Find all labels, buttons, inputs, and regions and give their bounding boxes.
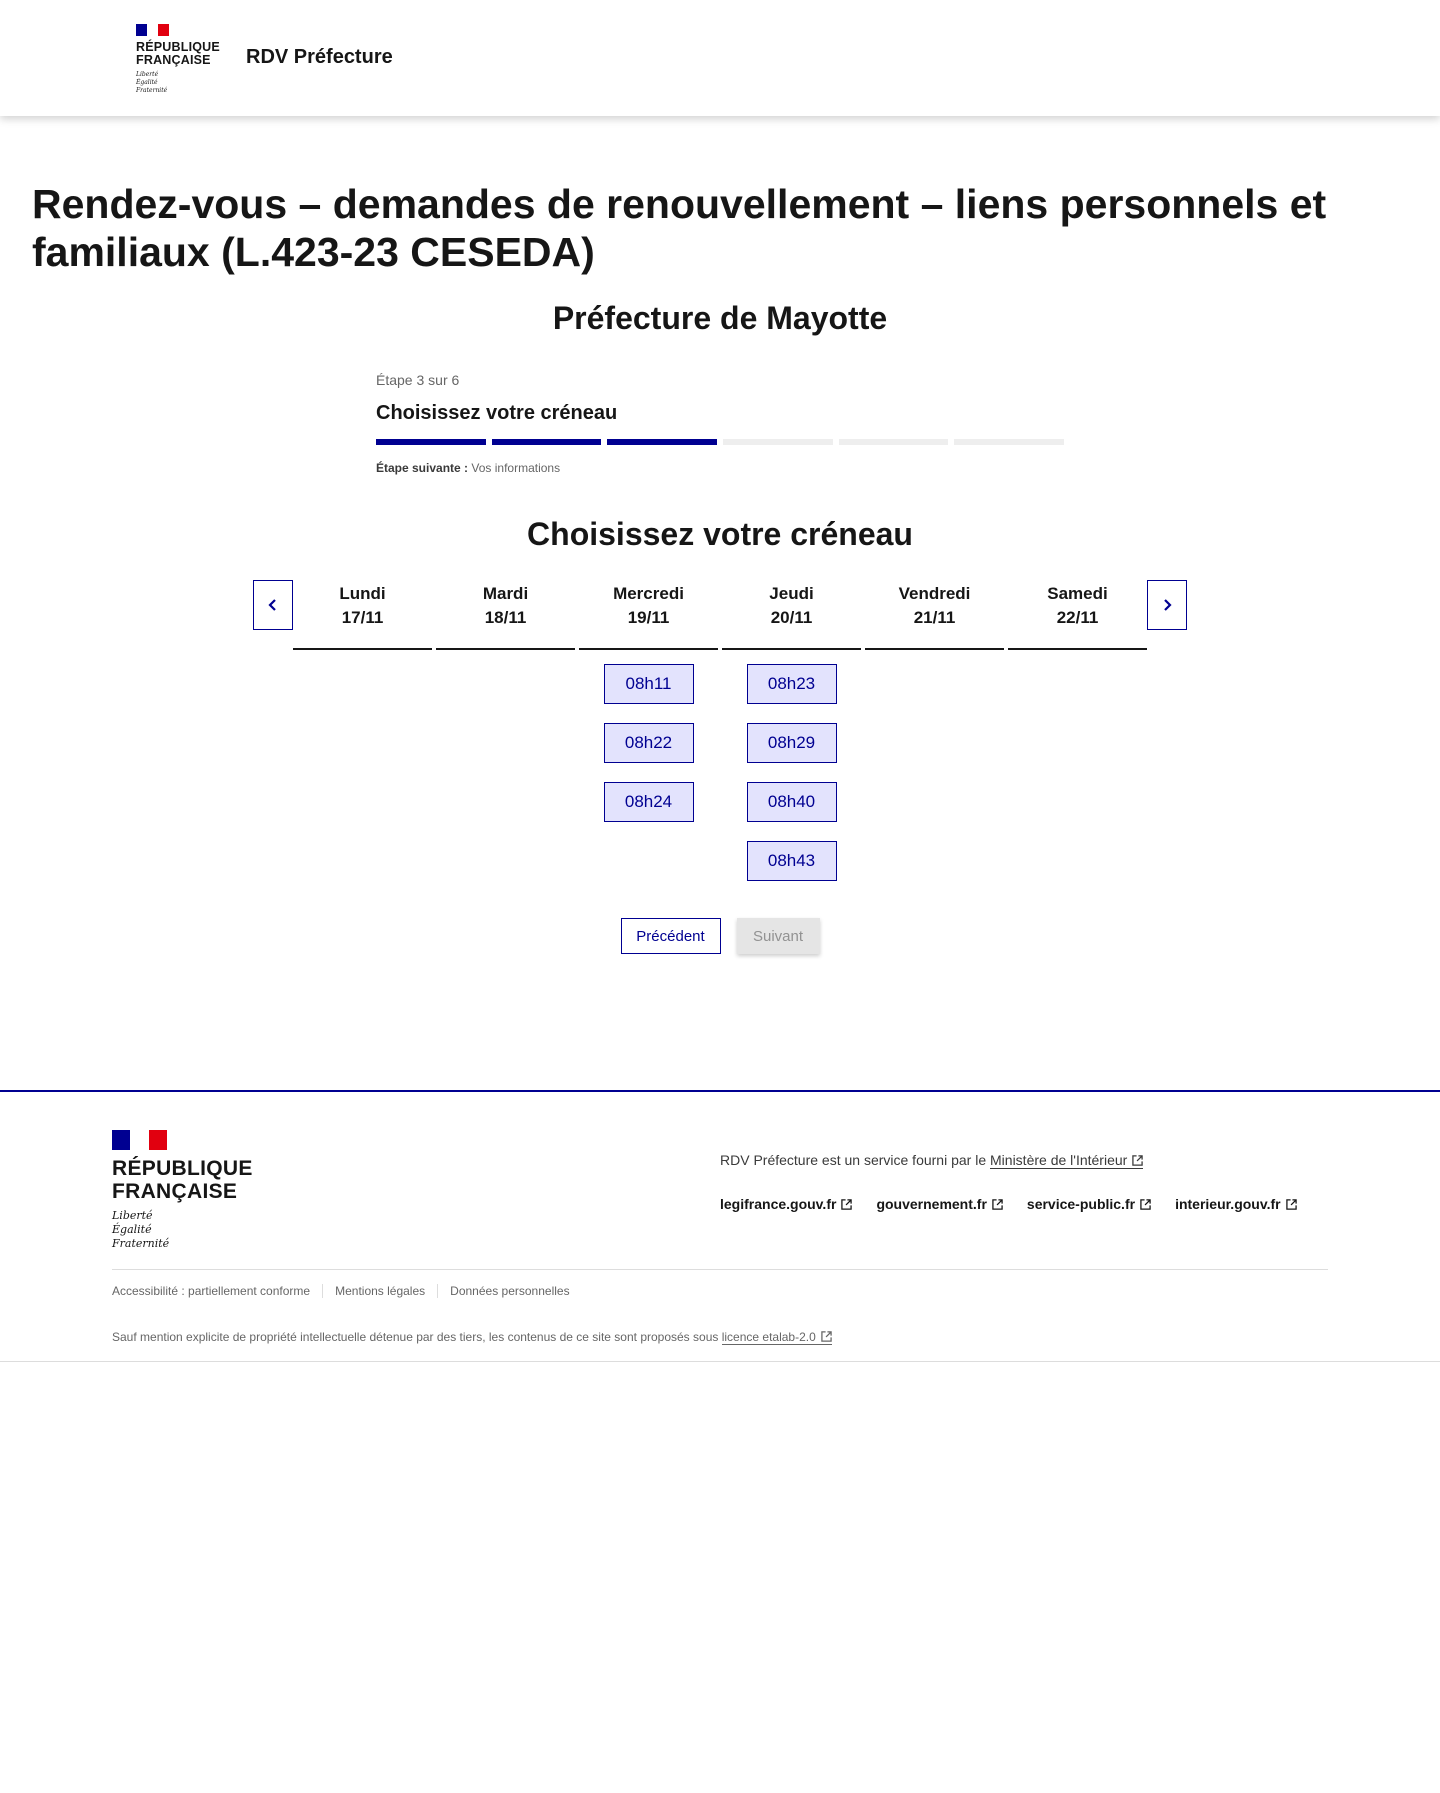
ministere-interieur-link-label: Ministère de l'Intérieur [990,1152,1128,1168]
stepper-segment-5 [839,439,949,445]
stepper [376,372,1064,475]
day-header [293,580,432,650]
day-date: 20/11 [770,608,813,627]
day-column [436,580,575,881]
day-slots [865,650,1004,664]
stepper-title: Choisissez votre créneau [376,402,618,424]
footer-link-gouvernement[interactable] [876,1196,1002,1212]
day-date: 18/11 [484,608,527,627]
licence-etalab-link[interactable] [722,1330,832,1345]
footer-marianne-flag-icon [112,1130,167,1150]
footer-motto-fraternite: Fraternité [112,1237,170,1250]
stepper-segment-4 [723,439,833,445]
day-name: Samedi [1047,584,1108,603]
day-name: Lundi [339,584,386,603]
marianne-flag-icon [136,24,169,36]
motto-fraternite: Fraternité [136,87,168,94]
footer-logo-text [112,1157,253,1203]
time-slot-button[interactable]: 08h11 [604,664,694,704]
ministere-interieur-link[interactable] [990,1152,1143,1169]
time-slot-button[interactable]: 08h23 [747,664,837,704]
time-slot-button[interactable]: 08h40 [747,782,837,822]
stepper-segment-3 [607,439,717,445]
day-header [436,580,575,650]
licence-etalab-link-label: licence etalab-2.0 [721,1330,816,1344]
stepper-progress [376,439,1064,445]
external-link-icon [1132,1155,1143,1166]
time-slot-button[interactable]: 08h43 [747,841,837,881]
site-footer [0,1090,1440,1362]
day-column [865,580,1004,881]
stepper-next-step [376,461,1064,475]
external-link-icon [841,1199,852,1210]
time-slot-button[interactable]: 08h29 [747,723,837,763]
footer-link-label: interieur.gouv.fr [1175,1196,1281,1212]
footer-bottom-links [112,1284,582,1298]
prefecture-name: Préfecture de Mayotte [552,300,888,336]
day-column [579,580,718,881]
site-header [0,0,1440,116]
external-link-icon [821,1331,832,1342]
footer-link-interieur[interactable] [1175,1196,1297,1212]
chevron-right-icon [1161,598,1173,612]
form-actions [0,918,1440,954]
external-link-icon [1140,1199,1151,1210]
day-date: 19/11 [627,608,670,627]
stepper-next-label: Étape suivante : [376,461,469,475]
stepper-segment-6 [954,439,1064,445]
day-name: Mardi [482,584,529,603]
footer-divider [112,1269,1328,1270]
service-name-link[interactable]: RDV Préfecture [246,46,393,68]
footer-bottom-link[interactable]: Mentions légales [322,1284,437,1298]
stepper-state: Étape 3 sur 6 [376,372,460,388]
day-date: 22/11 [1056,608,1099,627]
footer-logo-motto [112,1209,253,1251]
day-header [1008,580,1147,650]
day-slots [722,650,861,881]
footer-motto-egalite: Égalité [112,1223,152,1236]
republique-francaise-logo[interactable] [136,24,220,95]
slot-section-title: Choisissez votre créneau [527,516,913,552]
day-slots [579,650,718,822]
logo-text [136,41,220,67]
external-link-icon [1286,1199,1297,1210]
day-column [1008,580,1147,881]
footer-republique-francaise-logo[interactable] [112,1130,253,1251]
logo-motto [136,71,220,95]
day-slots [293,650,432,664]
external-link-icon [992,1199,1003,1210]
footer-license-text: Sauf mention explicite de propriété intellectuelle détenue par des tiers, les contenus de ce site sont proposés sous [112,1330,719,1344]
motto-egalite: Égalité [136,79,158,86]
footer-logo-line-2: FRANÇAISE [112,1180,238,1203]
time-slot-button[interactable]: 08h22 [604,723,694,763]
calendar-days [293,580,1147,881]
footer-link-legifrance[interactable] [720,1196,852,1212]
day-header [865,580,1004,650]
previous-week-button[interactable] [253,580,293,630]
stepper-segment-1 [376,439,486,445]
day-header [722,580,861,650]
time-slot-button[interactable]: 08h24 [604,782,694,822]
stepper-segment-2 [492,439,602,445]
day-date: 17/11 [341,608,384,627]
day-name: Mercredi [613,584,684,603]
footer-description-text: RDV Préfecture est un service fourni par le [720,1152,987,1168]
stepper-next-value: Vos informations [471,461,561,475]
footer-license [112,1330,832,1344]
footer-logo-line-1: RÉPUBLIQUE [112,1157,253,1180]
footer-gov-links [720,1196,1297,1212]
next-week-button[interactable] [1147,580,1187,630]
footer-description [720,1152,1143,1168]
day-slots [436,650,575,664]
day-name: Jeudi [769,584,814,603]
next-button-disabled[interactable]: Suivant [737,918,820,954]
footer-link-service-public[interactable] [1027,1196,1151,1212]
day-column [722,580,861,881]
day-name: Vendredi [898,584,971,603]
footer-link-label: legifrance.gouv.fr [720,1196,837,1212]
chevron-left-icon [267,598,279,612]
footer-link-label: gouvernement.fr [876,1196,987,1212]
footer-link-label: service-public.fr [1026,1196,1136,1212]
day-slots [1008,650,1147,664]
footer-bottom-link[interactable]: Données personnelles [437,1284,581,1298]
page-title: Rendez-vous – demandes de renouvellement – liens personnels et familiaux (L.423-23 CESEDA) [32,181,1327,275]
previous-button[interactable]: Précédent [621,918,721,954]
footer-motto-liberte: Liberté [112,1209,153,1222]
footer-bottom-link[interactable]: Accessibilité : partiellement conforme [112,1284,311,1298]
day-header [579,580,718,650]
logo-line-2: FRANÇAISE [136,53,211,67]
day-column [293,580,432,881]
logo-line-1: RÉPUBLIQUE [136,40,220,54]
motto-liberte: Liberté [136,71,159,78]
day-date: 21/11 [913,608,956,627]
